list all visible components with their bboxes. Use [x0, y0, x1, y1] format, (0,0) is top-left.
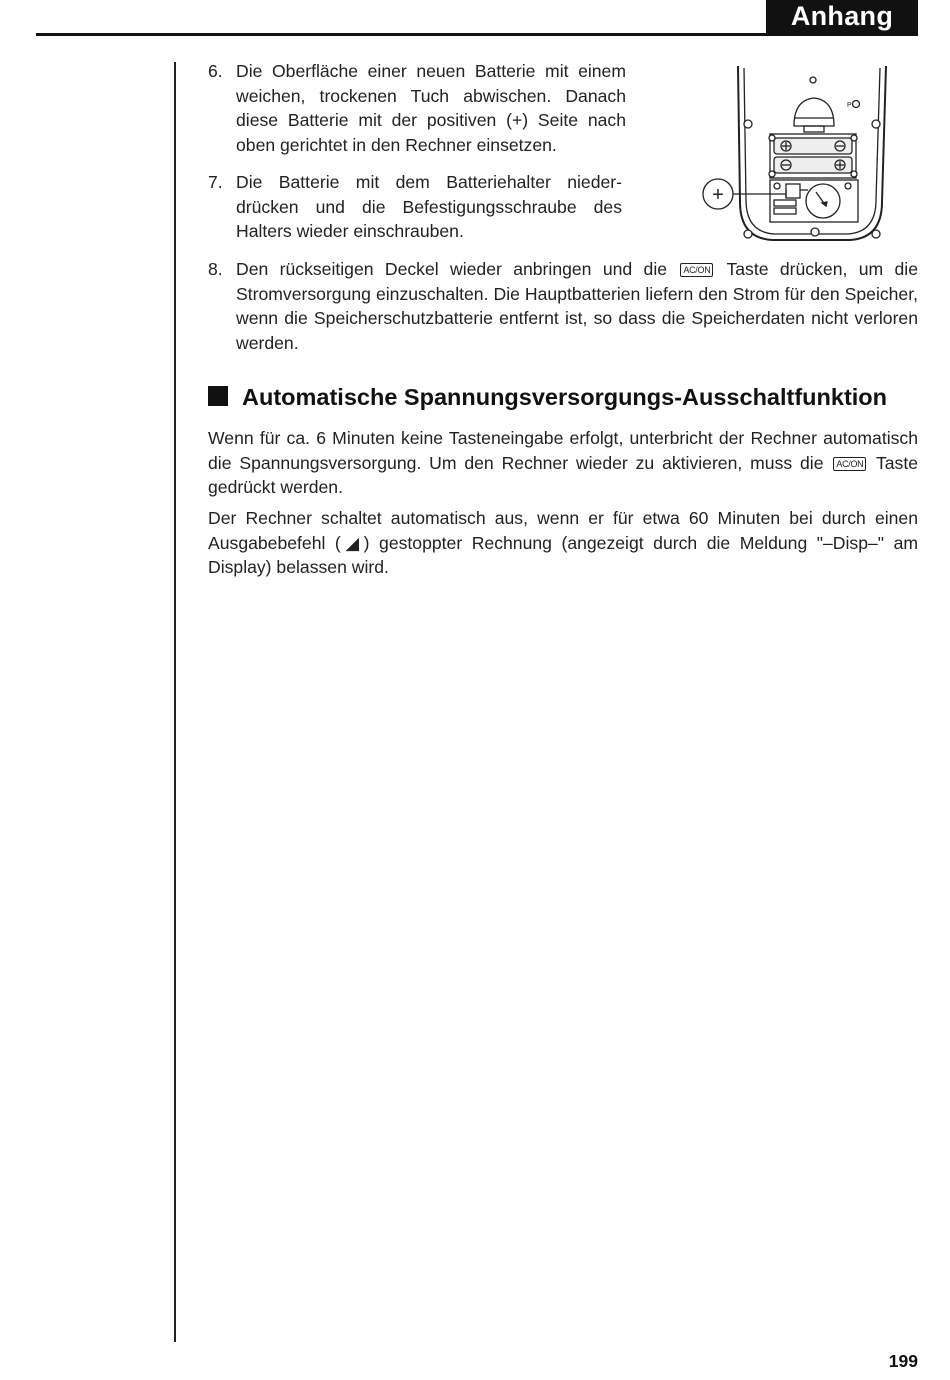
step-text	[236, 257, 918, 355]
step-number: 8.	[208, 259, 223, 279]
body-paragraph	[208, 426, 918, 500]
step-text: Die Oberfläche einer neuen Batterie mit einem weichen, trockenen Tuch abwischen. Danach diese Batterie mit der positiven (+) Seite nach oben gerichtet in den Rechner einsetzen.	[236, 61, 626, 155]
step-number: 7.	[208, 172, 223, 192]
step-text: Die Batterie mit dem Batteriehalter nieder- drücken und die Befestigungsschraube des Halters wieder einschrauben.	[236, 172, 622, 241]
page-number: 199	[888, 1351, 918, 1371]
section-tab: Anhang	[766, 0, 918, 34]
step-number: 6.	[208, 61, 223, 81]
display-triangle-icon: ◢	[340, 532, 364, 553]
step-text-part: Taste drücken, um die Stromversorgung einzuschalten. Die Hauptbatterien liefern den Strom für den Speicher, wenn die Speicherschutzbatterie entfernt ist, so dass die Speicherdaten nicht verloren werden.	[236, 259, 919, 353]
paragraph-text: Der Rechner schaltet automatisch aus, wenn er für etwa 60 Minuten bei durch einen Ausgabebefehl (	[208, 508, 918, 553]
body-paragraph	[208, 506, 918, 580]
paragraph-text: ) gestoppter Rechnung (angezeigt durch die Meldung "–Disp–" am Display) belassen wird.	[208, 532, 919, 577]
ac-on-key-icon: AC/ON	[680, 263, 713, 277]
margin-rule	[174, 62, 176, 1342]
calculator-battery-diagram	[700, 62, 892, 248]
ac-on-key-icon: AC/ON	[833, 457, 866, 471]
step-text-part: Den rückseitigen Deckel wieder anbringen und die	[236, 259, 668, 279]
p-label: P	[847, 102, 852, 109]
heading-square-icon	[208, 386, 228, 406]
section-title-text: Automatische Spannungsversorgungs-Ausschaltfunktion	[242, 384, 888, 410]
paragraph-text: Taste gedrückt werden.	[208, 452, 918, 497]
plus-label: +	[712, 184, 724, 206]
paragraph-text: Wenn für ca. 6 Minuten keine Tasteneingabe erfolgt, unterbricht der Rechner automatisch die Spannungsversorgung. Um den Rechner wieder zu aktivieren, muss die	[208, 428, 918, 473]
section-heading	[208, 382, 887, 412]
